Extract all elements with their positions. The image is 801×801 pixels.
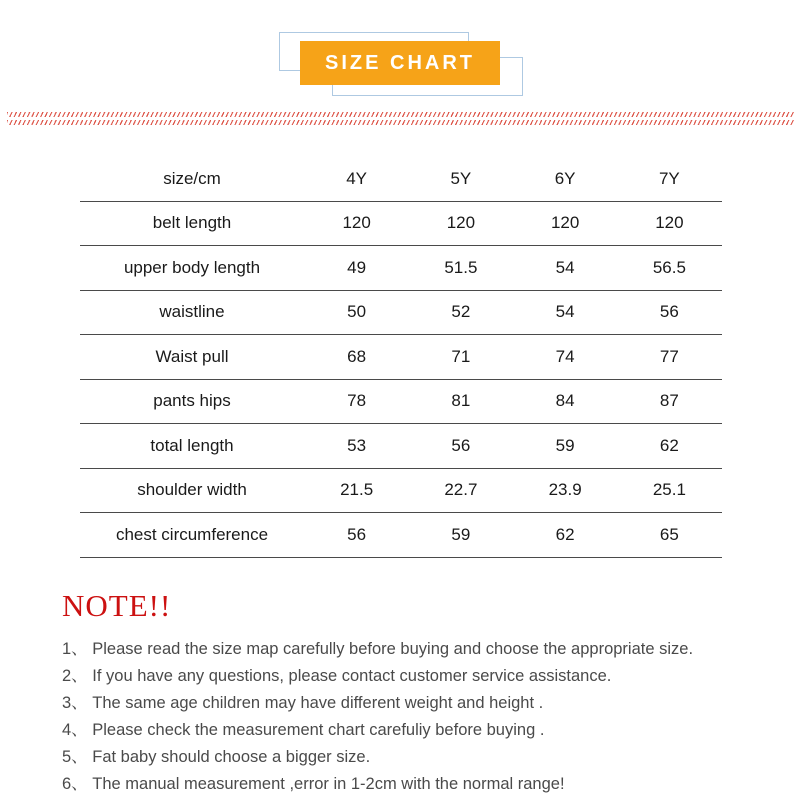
size-table <box>80 157 722 558</box>
column-header: 7Y <box>658 168 680 188</box>
cell-value: 25.1 <box>652 480 686 500</box>
note-item: 6、 The manual measurement ,error in 1-2cm with the normal range! <box>62 774 565 793</box>
table-row <box>80 380 722 425</box>
table-row <box>80 246 722 291</box>
cell-value: 56 <box>451 435 471 455</box>
cell-value: 56 <box>659 302 679 322</box>
cell-value: 56 <box>347 524 367 544</box>
note-item: 3、 The same age children may have different weight and height . <box>62 693 544 712</box>
row-label: total length <box>150 435 234 455</box>
hatch-line-top <box>7 112 794 117</box>
row-label: shoulder width <box>137 480 247 500</box>
hatch-line-bottom <box>7 120 794 125</box>
row-label: size/cm <box>163 168 221 188</box>
row-label: upper body length <box>123 257 261 277</box>
note-title: NOTE!! <box>62 587 172 623</box>
banner-area <box>0 0 801 112</box>
row-label: pants hips <box>153 391 231 411</box>
cell-value: 54 <box>555 302 575 322</box>
note-item: 1、 Please read the size map carefully before buying and choose the appropriate size. <box>62 639 694 658</box>
note-list <box>62 636 801 798</box>
cell-value: 120 <box>446 213 476 233</box>
table-row <box>80 513 722 558</box>
cell-value: 22.7 <box>444 480 478 500</box>
cell-value: 65 <box>659 524 679 544</box>
row-label: belt length <box>152 213 232 233</box>
column-header: 4Y <box>346 168 368 188</box>
cell-value: 62 <box>555 524 575 544</box>
cell-value: 78 <box>347 391 367 411</box>
cell-value: 87 <box>659 391 679 411</box>
cell-value: 62 <box>659 435 679 455</box>
hatched-divider <box>7 112 794 125</box>
cell-value: 71 <box>451 346 471 366</box>
cell-value: 120 <box>342 213 371 233</box>
note-item: 4、 Please check the measurement chart carefuliy before buying . <box>62 720 545 739</box>
row-label: Waist pull <box>155 346 229 366</box>
cell-value: 54 <box>555 257 575 277</box>
note-item: 5、 Fat baby should choose a bigger size. <box>62 747 371 766</box>
table-row <box>80 424 722 469</box>
cell-value: 59 <box>451 524 471 544</box>
cell-value: 49 <box>347 257 367 277</box>
cell-value: 84 <box>555 391 575 411</box>
cell-value: 81 <box>451 391 471 411</box>
cell-value: 52 <box>451 302 471 322</box>
cell-value: 23.9 <box>548 480 582 500</box>
cell-value: 77 <box>659 346 679 366</box>
table-header-row <box>80 157 722 202</box>
row-label: waistline <box>159 302 225 322</box>
banner-title: SIZE CHART <box>325 51 475 74</box>
note-item: 2、 If you have any questions, please contact customer service assistance. <box>62 666 612 685</box>
row-label: chest circumference <box>115 524 269 544</box>
cell-value: 21.5 <box>340 480 374 500</box>
table-row <box>80 335 722 380</box>
cell-value: 74 <box>555 346 575 366</box>
cell-value: 120 <box>550 213 580 233</box>
cell-value: 59 <box>555 435 575 455</box>
table-row <box>80 291 722 336</box>
size-chart-banner <box>300 41 500 85</box>
column-header: 5Y <box>450 168 472 188</box>
column-header: 6Y <box>554 168 576 188</box>
cell-value: 50 <box>347 302 367 322</box>
table-row <box>80 202 722 247</box>
cell-value: 68 <box>347 346 367 366</box>
table-row <box>80 469 722 514</box>
cell-value: 51.5 <box>444 257 478 277</box>
cell-value: 56.5 <box>652 257 686 277</box>
cell-value: 53 <box>347 435 367 455</box>
cell-value: 120 <box>655 213 684 233</box>
